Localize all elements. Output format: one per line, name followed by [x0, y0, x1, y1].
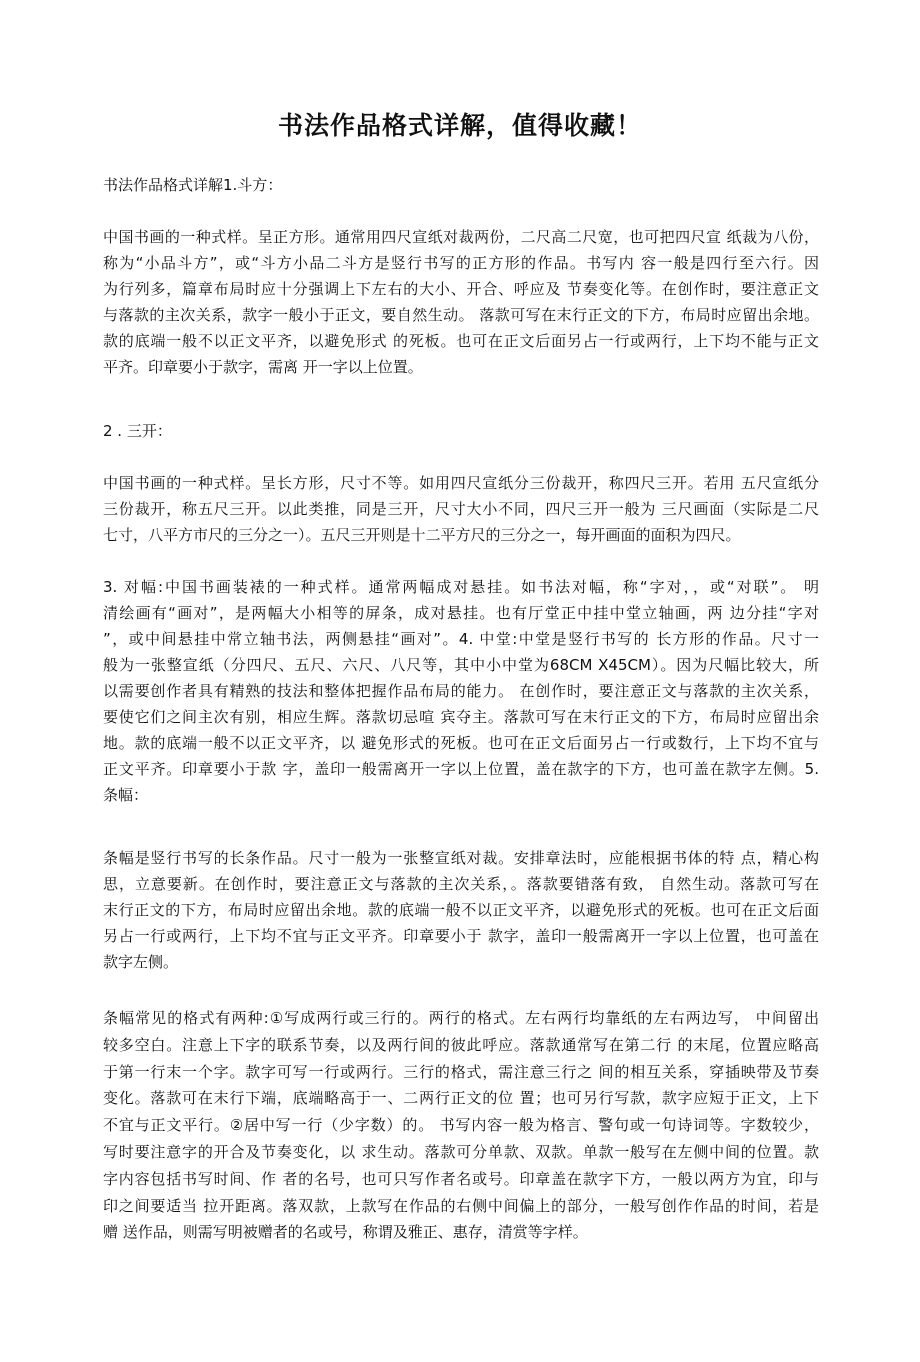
text-line: 要使它们之间主次有别，相应生辉。落款切忌喧 宾夺主。落款可写在末行正文的下方，布局时应留出余: [103, 708, 819, 726]
text-line: 2 . 三开：: [103, 422, 172, 440]
text-line: 中国书画的一种式样。呈长方形，尺寸不等。如用四尺宣纸分三份裁开，称四尺三开。若用 五尺宣纸分: [103, 474, 819, 492]
text-line: 于第一行末一个字。款字可写一行或两行。三行的格式，需注意三行之 间的相互关系，穿插映带及节奏: [103, 1062, 819, 1081]
text-line: 印之间要适当 拉开距离。落双款，上款写在作品的右侧中间偏上的部分，一般写创作作品的时间，若是: [103, 1196, 819, 1215]
paragraph-doufang: [103, 224, 819, 380]
text-line: 款字左侧。: [103, 953, 179, 971]
paragraph-duifu-zhongtang: [103, 574, 819, 808]
text-line: ”，或中间悬挂中常立轴书法，两侧悬挂“画对”。4. 中堂:中堂是竖行书写的 长方形的作品。尺寸一: [103, 630, 819, 648]
text-line: 与落款的主次关系，款字一般小于正文，要自然生动。 落款可写在末行正文的下方，布局时应留出余地。: [103, 306, 819, 324]
text-line: 3. 对幅:中国书画装裱的一种式样。通常两幅成对悬挂。如书法对幅，称“字对，，或“对联”。 明: [103, 578, 819, 596]
section-heading-doufang: [103, 172, 819, 198]
text-line: 为行列多，篇章布局时应十分强调上下左右的大小、开合、呼应及 节奏变化等。在创作时，要注意正文: [103, 280, 819, 298]
text-line: 不宜与正文平行。②居中写一行（少字数）的。 书写内容一般为格言、警句或一句诗词等。字数较少，: [103, 1116, 819, 1135]
text-line: 三份裁开，称五尺三开。以此类推，同是三开，尺寸大小不同，四尺三开一般为 三尺画面（实际是二尺: [103, 500, 819, 518]
text-line: 条幅：: [103, 786, 149, 804]
section-heading-sankai: [103, 418, 819, 444]
text-line: 款的底端一般不以正文平齐，以避免形式 的死板。也可在正文后面另占一行或两行，上下均不能与正文: [103, 332, 819, 350]
text-line: 正文平齐。印章要小于款 字，盖印一般需离开一字以上位置，盖在款字的下方，也可盖在款字左侧。5.: [103, 760, 819, 778]
text-line: 地。款的底端一般不以正文平齐，以 避免形式的死板。也可在正文后面另占一行或数行，上下均不宜与: [103, 734, 819, 752]
text-line: 书法作品格式详解1.斗方：: [103, 176, 283, 194]
text-line: 条幅常见的格式有两种:①写成两行或三行的。两行的格式。左右两行均靠纸的左右两边写， 中间留出: [103, 1009, 819, 1027]
text-line: 末行正文的下方，布局时应留出余地。款的底端一般不以正文平齐，以避免形式的死板。也可在正文后面: [103, 901, 819, 919]
document-title: 书法作品格式详解，值得收藏！: [277, 111, 642, 140]
text-line: 清绘画有“画对”，是两幅大小相等的屏条，成对悬挂。也有厅堂正中挂中堂立轴画，两 边分挂“字对: [103, 604, 819, 622]
text-line: 字内容包括书写时间、作 者的名号，也可只写作者名或号。印章盖在款字下方，一般以两方为宜，印与: [103, 1169, 819, 1188]
text-line: 思，立意要新。在创作时，要注意正文与落款的主次关系，。落款要错落有致， 自然生动。落款可写在: [103, 875, 819, 893]
text-line: 写时要注意字的开合及节奏变化，以 求生动。落款可分单款、双款。单款一般写在左侧中间的位置。款: [103, 1142, 819, 1161]
paragraph-sankai: [103, 470, 819, 548]
text-line: 平齐。印章要小于款字，需离 开一字以上位置。: [103, 358, 423, 376]
text-line: 变化。落款可在末行下端，底端略高于一、二两行正文的位 置；也可另行写款，款字应短于正文，上下: [103, 1089, 819, 1108]
text-line: 般为一张整宣纸（分四尺、五尺、六尺、八尺等，其中小中堂为68CM X45CM）。因为尺幅比较大，所: [103, 656, 819, 674]
text-line: 较多空白。注意上下字的联系节奏，以及两行间的彼此呼应。落款通常写在第二行 的末尾，位置应略高: [103, 1035, 819, 1054]
text-line: 另占一行或两行，上下均不宜与正文平齐。印章要小于 款字，盖印一般需离开一字以上位置，也可盖在: [103, 927, 819, 945]
text-line: 条幅是竖行书写的长条作品。尺寸一般为一张整宣纸对裁。安排章法时，应能根据书体的特 点，精心构: [103, 849, 819, 867]
text-line: 以需要创作者具有精熟的技法和整体把握作品布局的能力。 在创作时，要注意正文与落款的主次关系，: [103, 682, 819, 700]
paragraph-tiaofu: [103, 845, 819, 975]
text-line: 中国书画的一种式样。呈正方形。通常用四尺宣纸对裁两份，二尺高二尺宽，也可把四尺宣 纸裁为八份，: [103, 228, 819, 246]
text-line: 赠 送作品，则需写明被赠者的名或号，称谓及雅正、惠存，清赏等字样。: [103, 1223, 588, 1242]
text-line: 称为“小品斗方”，或“斗方小品二斗方是竖行书写的正方形的作品。书写内 容一般是四行至六行。因: [103, 254, 819, 272]
text-line: 七寸，八平方市尺的三分之一）。五尺三开则是十二平方尺的三分之一，每开画面的面积为四尺。: [103, 526, 741, 544]
paragraph-tiaofu-formats: [103, 1005, 819, 1246]
